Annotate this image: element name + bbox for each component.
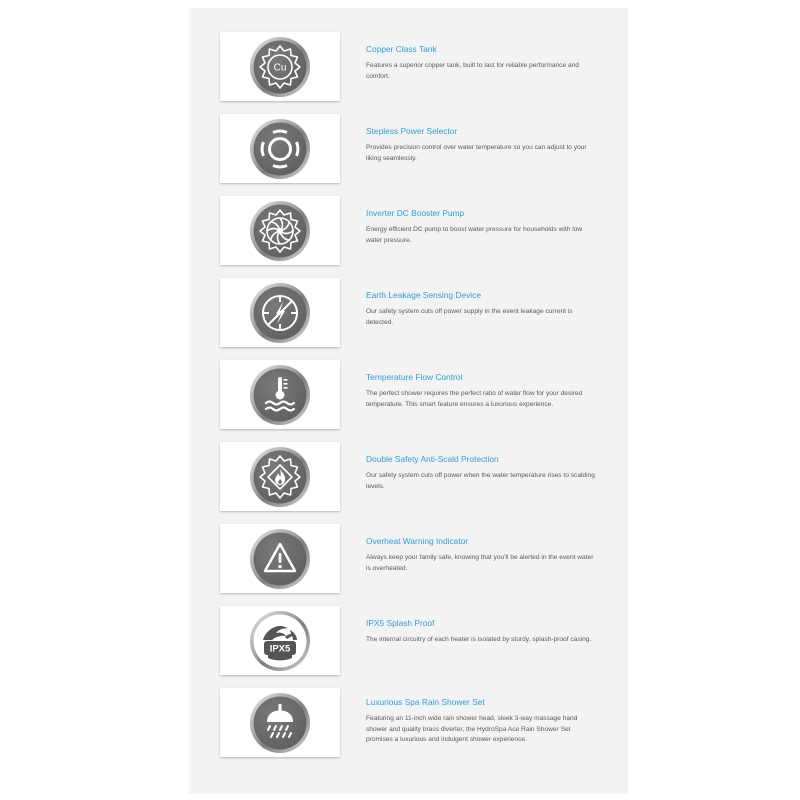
feature-icon-card [220,606,340,675]
svg-text:IPX5: IPX5 [269,643,291,655]
feature-description: Provides precision control over water temperature so you can adjust to your liking seamlessly. [366,144,587,162]
feature-icon-card [220,442,340,511]
feature-title: Double Safety Anti-Scald Protection [366,454,499,464]
feature-description: The internal circuitry of each heater is isolated by sturdy, splash-proof casing. [366,636,592,643]
feature-stepless-power-selector [220,114,600,186]
feature-description: Featuring an 11-inch wide rain shower head, sleek 3-way massage hand shower and quality brass diverter, the HydroSpa Ace Rain Shower Set promises a luxurious and indulgent shower experience. [366,715,578,744]
feature-copper-class-tank [220,32,600,104]
feature-inverter-dc-booster-pump [220,196,600,268]
feature-icon-card [220,196,340,265]
feature-description: Our safety system cuts off power supply in the event leakage current is detected. [366,308,573,326]
feature-earth-leakage-sensing-device [220,278,600,350]
feature-title: Stepless Power Selector [366,126,458,136]
anti-scald-flame-icon [249,446,311,508]
thermometer-water-icon [249,364,311,426]
feature-temperature-flow-control [220,360,600,432]
leakage-sensor-icon [249,282,311,344]
svg-text:Cu: Cu [273,62,287,74]
power-selector-icon [249,118,311,180]
feature-icon-card [220,524,340,593]
feature-description: Features a superior copper tank, built to last for reliable performance and comfort. [366,62,579,80]
feature-description: Our safety system cuts off power when the water temperature rises to scalding levels. [366,472,595,490]
feature-icon-card [220,114,340,183]
feature-description: Energy efficient DC pump to boost water pressure for households with low water pressure. [366,226,583,244]
feature-icon-card [220,688,340,757]
feature-description: The perfect shower requires the perfect ratio of water flow for your desired temperature. This smart feature ensures a luxurious experience. [366,390,583,408]
feature-description: Always keep your family safe, knowing that you'll be alerted in the event water is overheated. [366,554,594,572]
feature-title: Copper Class Tank [366,44,437,54]
feature-ipx5-splash-proof [220,606,600,678]
feature-title: Earth Leakage Sensing Device [366,290,481,300]
warning-triangle-icon [249,528,311,590]
copper-tank-icon [249,36,311,98]
feature-icon-card [220,278,340,347]
features-panel [189,8,628,794]
feature-icon-card [220,32,340,101]
feature-overheat-warning-indicator [220,524,600,596]
feature-double-safety-anti-scald-protection [220,442,600,514]
rain-shower-icon [249,692,311,754]
splash-proof-icon [249,610,311,672]
feature-icon-card [220,360,340,429]
feature-title: IPX5 Splash Proof [366,618,435,628]
feature-title: Temperature Flow Control [366,372,463,382]
feature-title: Overheat Warning Indicator [366,536,469,546]
feature-title: Inverter DC Booster Pump [366,208,465,218]
booster-pump-icon [249,200,311,262]
feature-title: Luxurious Spa Rain Shower Set [366,697,485,707]
feature-luxurious-spa-rain-shower-set [220,688,600,760]
